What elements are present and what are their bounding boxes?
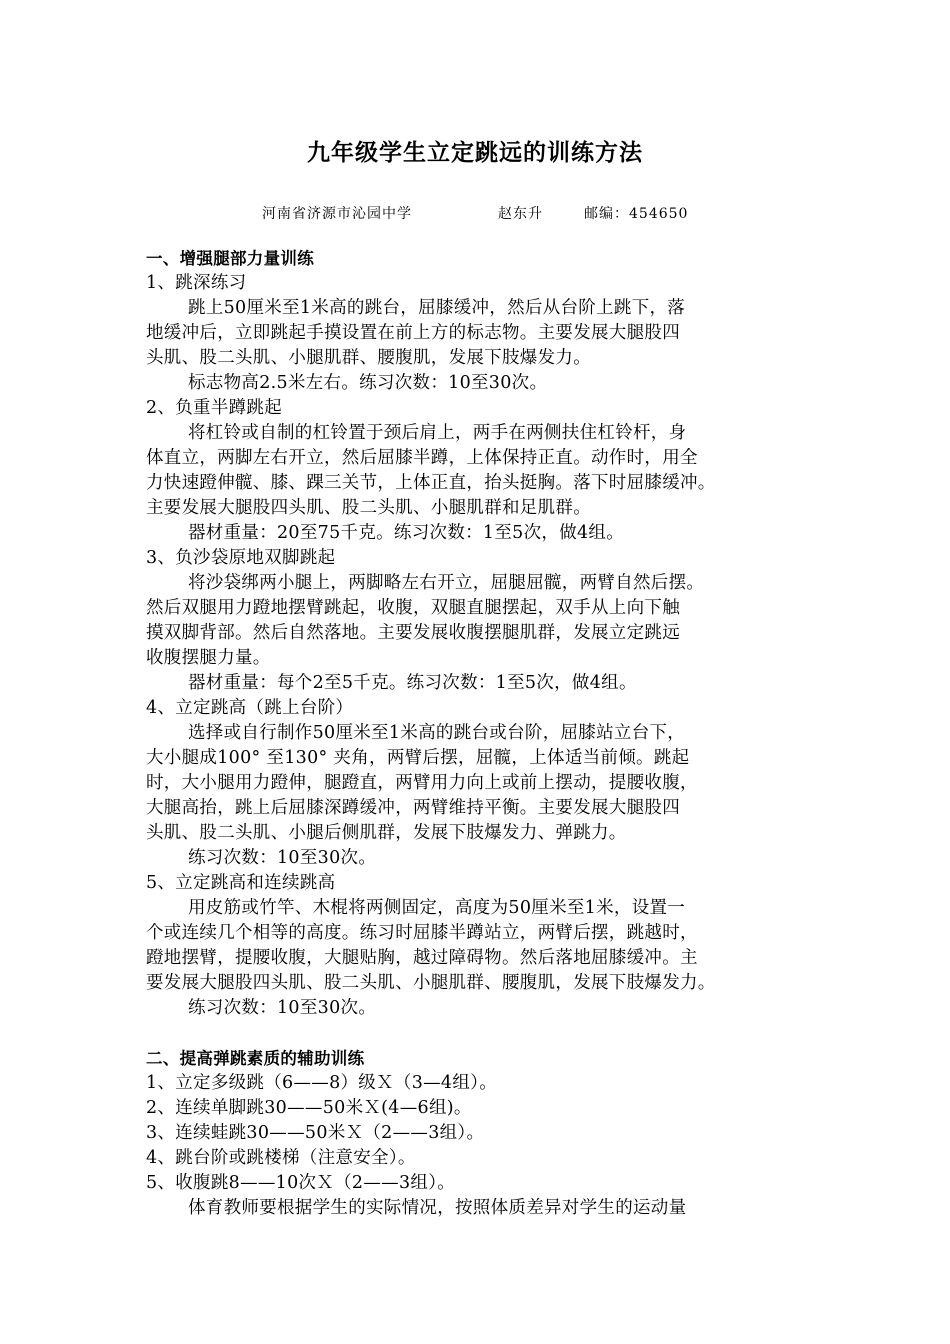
text-line: 3、连续蛙跳30——50米Ｘ（2——3组）。 (146, 1123, 485, 1143)
text-line: 主要发展大腿股四头肌、股二头肌、小腿肌群和足肌群。 (146, 498, 591, 518)
document-title: 九年级学生立定跳远的训练方法 (307, 140, 643, 166)
byline (262, 203, 688, 223)
text-line: 选择或自行制作50厘米至1米高的跳台或台阶，屈膝站立台下， (188, 723, 686, 743)
text-line: 器材重量：20至75千克。练习次数：1至5次，做4组。 (188, 523, 625, 543)
text-line: 5、收腹跳8——10次Ｘ（2——3组）。 (146, 1173, 456, 1193)
text-line: 将杠铃或自制的杠铃置于颈后肩上，两手在两侧扶住杠铃杆，身 (188, 423, 687, 443)
text-line: 大小腿成100° 至130° 夹角，两臂后摆，屈髋，上体适当前倾。跳起 (146, 748, 690, 768)
text-line: 力快速蹬伸髋、膝、踝三关节，上体正直，抬头挺胸。落下时屈膝缓冲。 (146, 473, 716, 493)
text-line: 5、立定跳高和连续跳高 (146, 873, 336, 893)
text-line: 用皮筋或竹竿、木棍将两侧固定，高度为50厘米至1米，设置一 (188, 898, 686, 918)
text-line: 练习次数：10至30次。 (188, 998, 377, 1018)
text-line: 器材重量：每个2至5千克。练习次数：1至5次，做4组。 (188, 673, 637, 693)
document-body (146, 246, 822, 1221)
blank-line (146, 1021, 822, 1046)
text-line: 练习次数：10至30次。 (188, 848, 377, 868)
byline-postcode: 邮编：454650 (584, 206, 689, 222)
text-line: 大腿高抬，跳上后屈膝深蹲缓冲，两臂维持平衡。主要发展大腿股四 (146, 798, 680, 818)
text-line: 1、跳深练习 (146, 273, 247, 293)
text-line: 1、立定多级跳（6——8）级Ｘ（3—4组）。 (146, 1073, 498, 1093)
text-line: 个或连续几个相等的高度。练习时屈膝半蹲站立，两臂后摆，跳越时， (146, 923, 698, 943)
text-line: 体育教师要根据学生的实际情况，按照体质差异对学生的运动量 (188, 1198, 687, 1218)
text-line: 然后双腿用力蹬地摆臂跳起，收腹，双腿直腿摆起，双手从上向下触 (146, 598, 680, 618)
text-line: 4、跳台阶或跳楼梯（注意安全）。 (146, 1148, 416, 1168)
text-line: 将沙袋绑两小腿上，两脚略左右开立，屈腿屈髋，两臂自然后摆。 (188, 573, 705, 593)
byline-author: 赵东升 (498, 206, 543, 222)
text-line: 头肌、股二头肌、小腿后侧肌群，发展下肢爆发力、弹跳力。 (146, 823, 627, 843)
byline-school: 河南省济源市沁园中学 (262, 206, 412, 222)
text-line: 时，大小腿用力蹬伸，腿蹬直，两臂用力向上或前上摆动，提腰收腹， (146, 773, 698, 793)
text-line: 头肌、股二头肌、小腿肌群、腰腹肌，发展下肢爆发力。 (146, 348, 591, 368)
text-line: 3、负沙袋原地双脚跳起 (146, 548, 336, 568)
text-line: 标志物高2.5米左右。练习次数：10至30次。 (188, 373, 548, 393)
text-line: 摸双脚背部。然后自然落地。主要发展收腹摆腿肌群，发展立定跳远 (146, 623, 680, 643)
text-line: 要发展大腿股四头肌、股二头肌、小腿肌群、腰腹肌，发展下肢爆发力。 (146, 973, 716, 993)
text-line: 地缓冲后，立即跳起手摸设置在前上方的标志物。主要发展大腿股四 (146, 323, 680, 343)
text-line: 体直立，两脚左右开立，然后屈膝半蹲，上体保持正直。动作时，用全 (146, 448, 698, 468)
text-line: 4、立定跳高（跳上台阶） (146, 698, 354, 718)
text-line: 收腹摆腿力量。 (146, 648, 271, 668)
text-line: 2、连续单脚跳30——50米Ｘ(4—6组)。 (146, 1098, 472, 1118)
text-line: 蹬地摆臂，提腰收腹，大腿贴胸，越过障碍物。然后落地屈膝缓冲。主 (146, 948, 698, 968)
text-line: 跳上50厘米至1米高的跳台，屈膝缓冲，然后从台阶上跳下，落 (188, 298, 686, 318)
section-heading: 一、增强腿部力量训练 (146, 249, 314, 268)
section-heading: 二、提高弹跳素质的辅助训练 (146, 1049, 365, 1068)
text-line: 2、负重半蹲跳起 (146, 398, 283, 418)
